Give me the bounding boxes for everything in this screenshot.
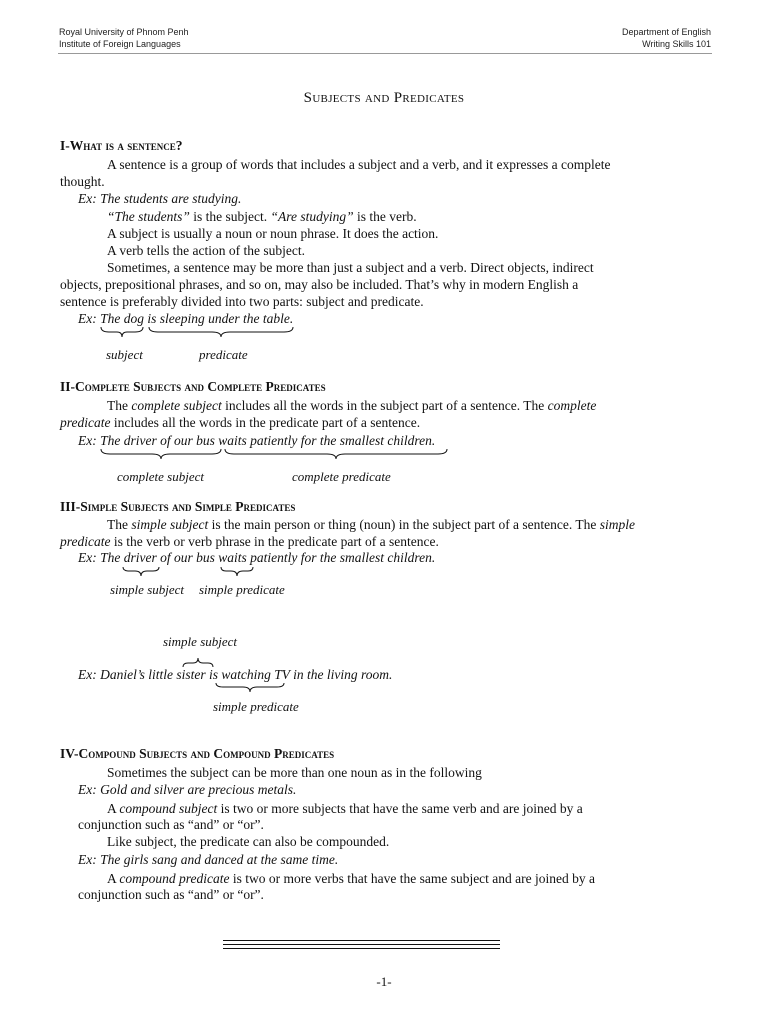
s4-text-a: A [107,801,120,816]
s3-text-b: is the main person or thing (noun) in the subject part of a sentence. The [208,517,600,532]
s2-term-predicate: predicate [60,415,111,430]
department-name: Department of English [621,27,711,37]
s3-text-a: The [107,517,132,532]
s1-subject-quote: “The students” [107,209,190,224]
course-name: Writing Skills 101 [642,39,711,49]
s1-line-3: A subject is usually a noun or noun phrase. It does the action. [107,226,439,241]
s1-example-2: Ex: The dog is sleeping under the table. [78,311,294,326]
section-2-heading: II-Complete Subjects and Complete Predicates [60,379,326,394]
s1-subject-brace [100,326,144,340]
s3-term-simple: simple [599,517,636,532]
s1-line-2 [107,208,417,225]
s3-predicate-brace-2 [215,682,285,694]
s1-paragraph-2a: Sometimes, a sentence may be more than just a subject and a verb. Direct objects, indirect [107,260,594,275]
s4-text-b: is two or more subjects that have the same verb and are joined by a [217,801,583,816]
s3-predicate-label-2: simple predicate [213,699,299,714]
s4-text-d: is two or more verbs that have the same subject and are joined by a [229,871,596,886]
s1-paragraph-1b: thought. [60,174,105,189]
s2-subject-label: complete subject [117,469,204,484]
s4-paragraph-1b: conjunction such as “and” or “or”. [78,817,264,832]
s2-term-complete-subject: complete subject [131,398,222,413]
footer-rule-1 [223,940,500,941]
footer-rule-3 [223,948,500,949]
s4-text-c: A [107,871,120,886]
s3-paragraph-b [60,533,439,550]
s4-line-2: Like subject, the predicate can also be compounded. [107,834,390,849]
s4-example-1: Ex: Gold and silver are precious metals. [78,782,297,797]
s3-term-simple-subject: simple subject [131,517,209,532]
header-left [59,26,189,50]
s2-text-a: The [107,398,132,413]
s3-subject-brace [122,566,160,578]
s4-example-2: Ex: The girls sang and danced at the same time. [78,852,339,867]
s1-predicate-label: predicate [199,347,248,362]
section-1-heading: I-What is a sentence? [60,138,183,153]
s3-term-predicate: predicate [60,534,111,549]
section-4-heading: IV-Compound Subjects and Compound Predicates [60,746,335,761]
s2-text-c: includes all the words in the predicate part of a sentence. [110,415,421,430]
header-rule [58,53,712,54]
s1-line-2-text-b: is the verb. [353,209,417,224]
institute-name: Institute of Foreign Languages [59,39,181,49]
s4-paragraph-2b: conjunction such as “and” or “or”. [78,887,264,902]
s4-line-1: Sometimes the subject can be more than one noun as in the following [107,765,482,780]
page-number: -1- [376,974,392,989]
s1-paragraph-1a: A sentence is a group of words that includes a subject and a verb, and it expresses a complete [107,157,611,172]
s2-term-complete: complete [547,398,597,413]
page-title: Subjects and Predicates [303,90,465,106]
s3-example-1: Ex: The driver of our bus waits patiently for the smallest children. [78,550,436,565]
university-name: Royal University of Phnom Penh [59,27,189,37]
s2-predicate-label: complete predicate [292,469,391,484]
s4-term-compound-predicate: compound predicate [119,871,230,886]
s1-verb-quote: “Are studying” [270,209,354,224]
s1-predicate-brace [148,326,294,340]
header-right [622,26,711,50]
s3-paragraph-a [107,516,635,533]
s3-subject-label: simple subject [110,582,185,597]
footer-rule-2 [223,944,500,945]
s2-example: Ex: The driver of our bus waits patiently for the smallest children. [78,433,436,448]
s3-subject-label-2: simple subject [163,634,238,649]
s1-subject-label: subject [106,347,143,362]
s4-term-compound-subject: compound subject [119,801,218,816]
section-3-heading: III-Simple Subjects and Simple Predicates [60,499,296,514]
s3-text-c: is the verb or verb phrase in the predicate part of a sentence. [110,534,439,549]
s2-text-b: includes all the words in the subject part of a sentence. The [221,398,548,413]
s1-paragraph-2b: objects, prepositional phrases, and so on, may also be included. That’s why in modern English a [60,277,579,292]
s2-predicate-brace [224,448,448,462]
s3-predicate-brace [220,566,254,578]
s1-example-1: Ex: The students are studying. [78,191,242,206]
s2-paragraph-b [60,414,420,431]
s3-predicate-label: simple predicate [199,582,285,597]
s1-line-4: A verb tells the action of the subject. [107,243,305,258]
s4-paragraph-2a [107,870,595,887]
s2-subject-brace [100,448,222,462]
s1-line-2-text-a: is the subject. [189,209,271,224]
s1-paragraph-2c: sentence is preferably divided into two parts: subject and predicate. [60,294,424,309]
s4-paragraph-1a [107,800,583,817]
s2-paragraph-a [107,397,596,414]
s3-example-2: Ex: Daniel’s little sister is watching TV in the living room. [78,667,393,682]
